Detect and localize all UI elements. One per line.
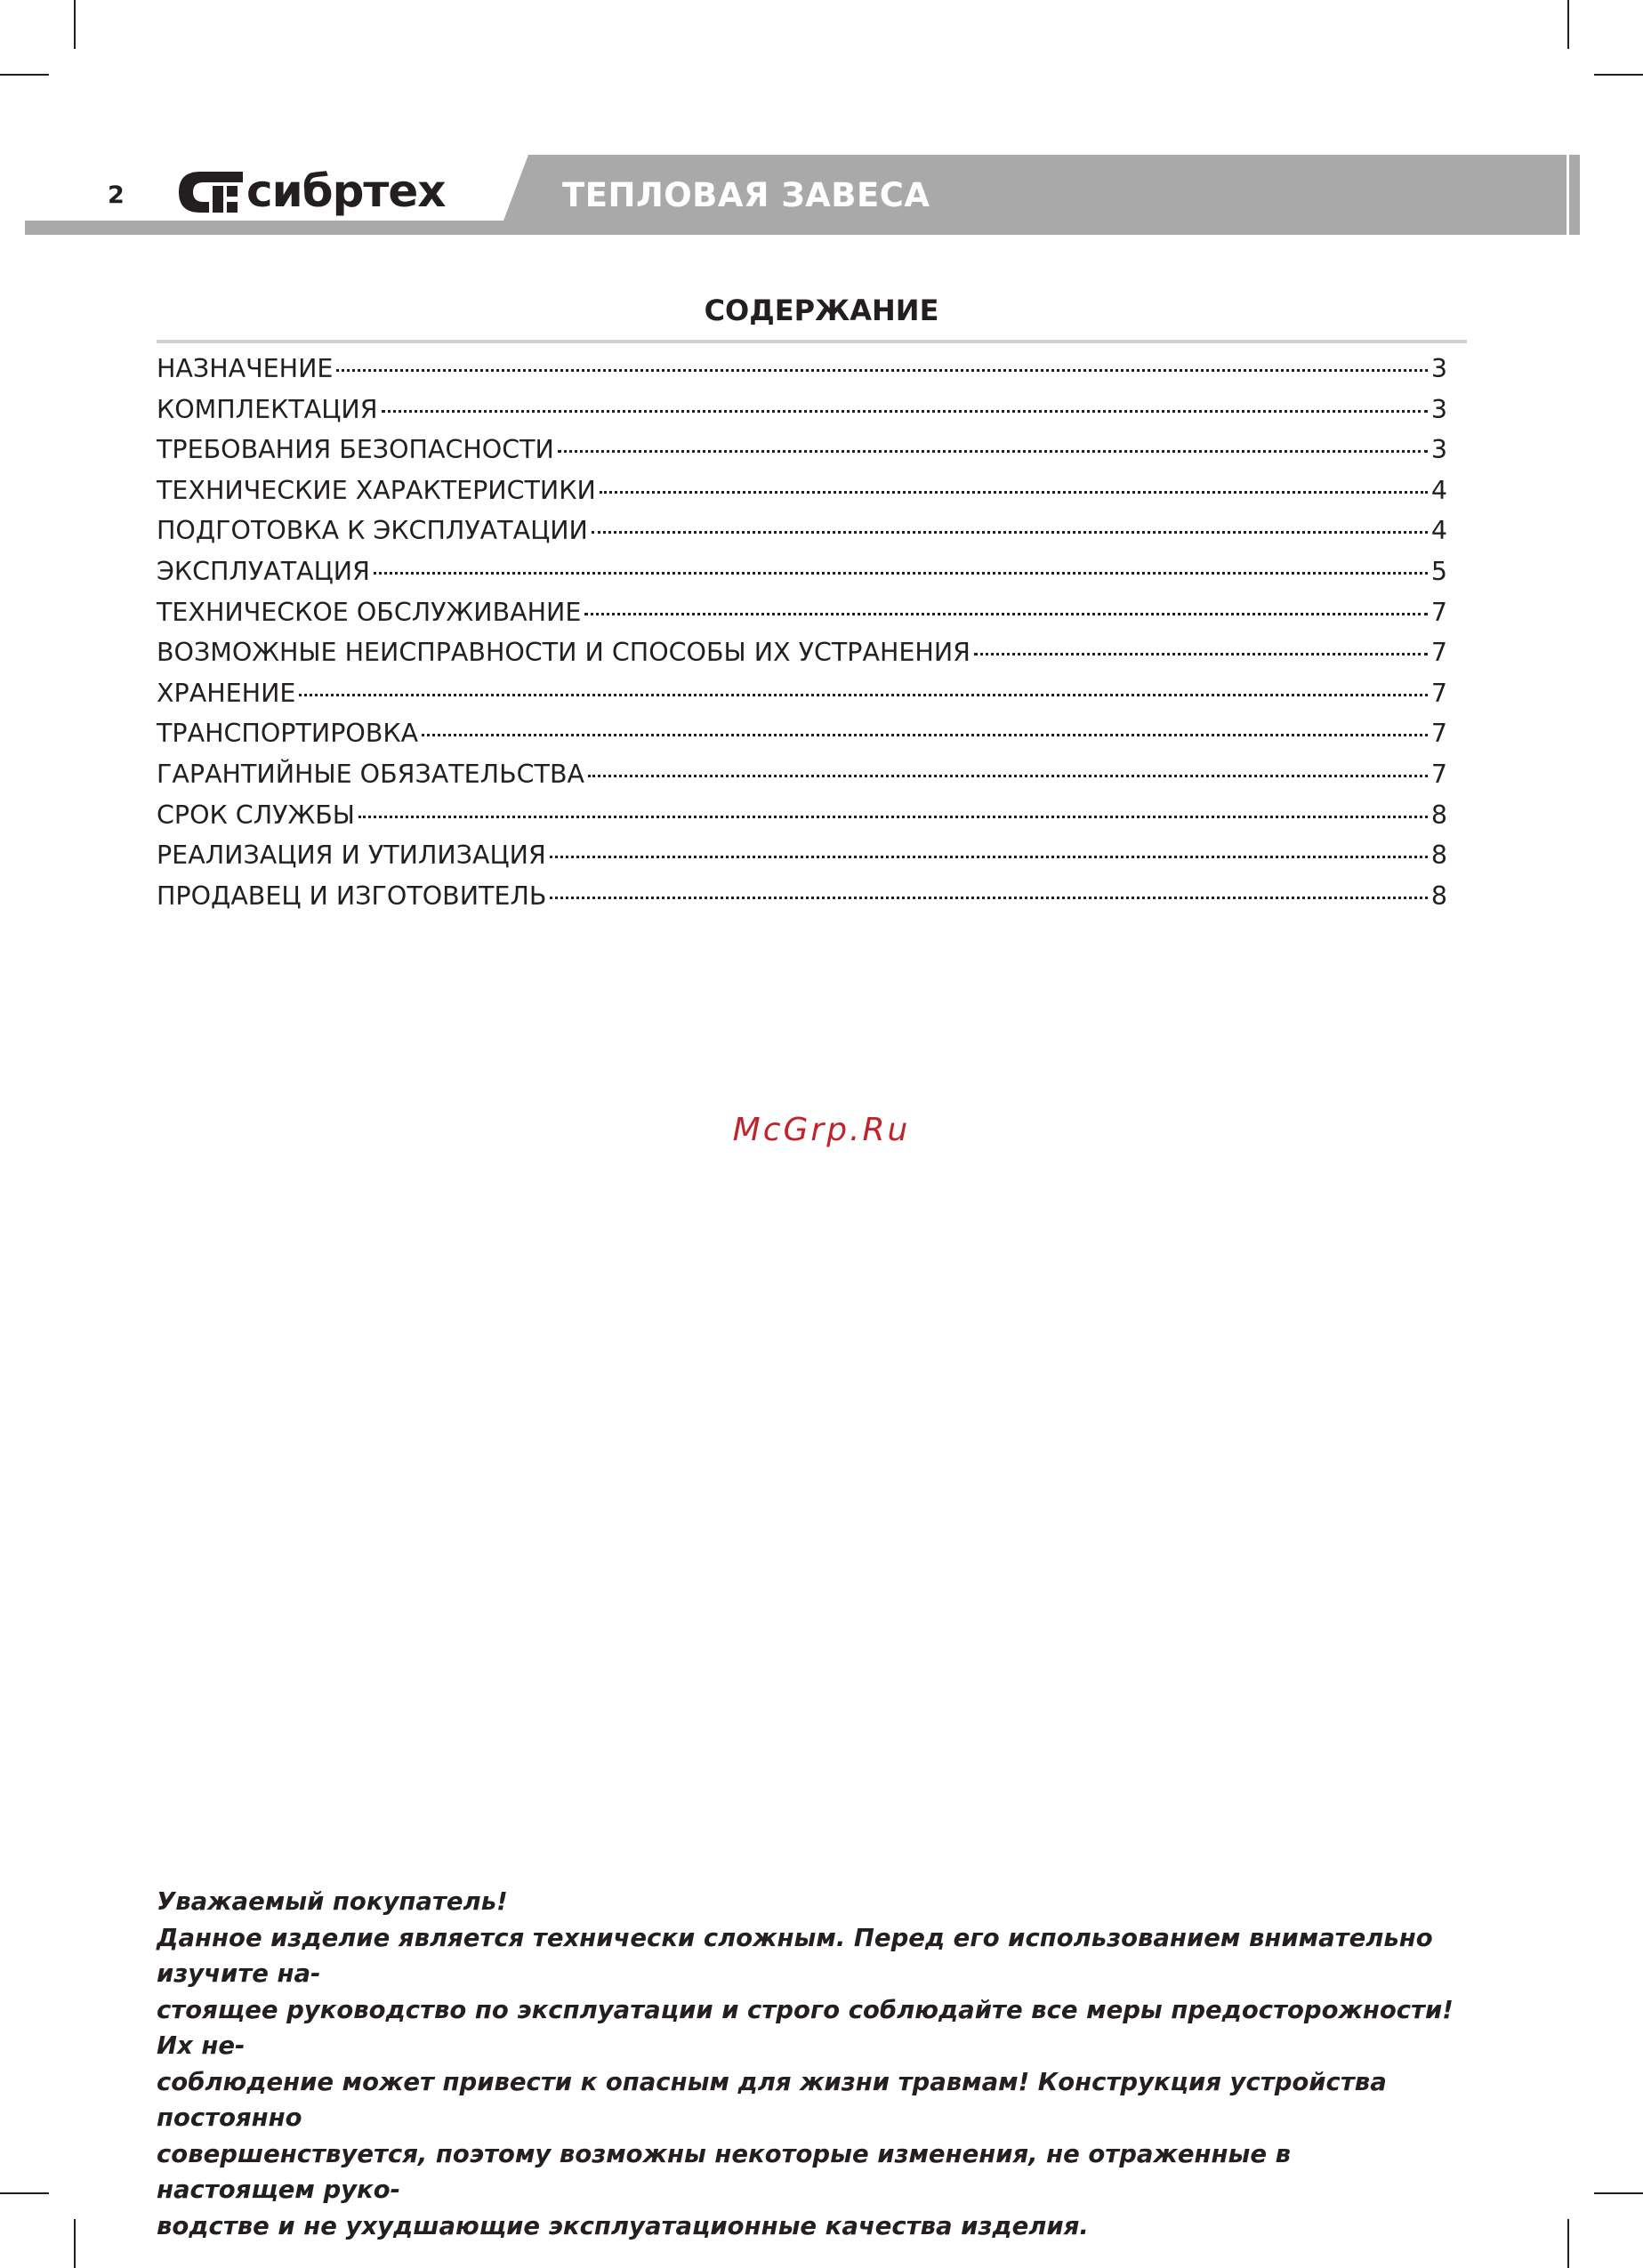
crop-mark [0,74,49,76]
toc-leader-dots [336,369,1427,372]
toc-entry-label: ХРАНЕНИЕ [157,678,296,708]
toc-entry-label: СРОК СЛУЖБЫ [157,800,355,830]
toc-leader-dots [592,531,1428,534]
header-tab-edge [1566,155,1580,235]
toc-entry[interactable] [157,719,1447,760]
toc-entry-label: ТЕХНИЧЕСКИЕ ХАРАКТЕРИСТИКИ [157,475,596,505]
toc-entry-label: ТРАНСПОРТИРОВКА [157,719,419,749]
toc-entry-page: 8 [1430,881,1447,911]
toc-entry-page: 4 [1430,475,1447,505]
toc-entry[interactable] [157,598,1447,639]
toc-leader-dots [558,450,1428,453]
toc-entry-page: 8 [1430,800,1447,830]
brand-logo [173,166,458,218]
toc-entry[interactable] [157,800,1447,841]
toc-leader-dots [299,694,1427,696]
toc-entry[interactable] [157,679,1447,720]
notice-greeting: Уважаемый покупатель! [157,1887,508,1916]
toc-leader-dots [550,856,1428,858]
crop-mark [1567,0,1569,49]
toc-entry[interactable] [157,638,1447,679]
toc-entry-label: ПОДГОТОВКА К ЭКСПЛУАТАЦИИ [157,516,588,546]
toc-entry-page: 4 [1430,516,1447,546]
crop-mark [0,2192,49,2194]
notice-line: совершенствуется, поэтому возможны некоторые изменения, не отраженные в настоящем руко- [157,2139,1291,2204]
toc-entry-label: ЭКСПЛУАТАЦИЯ [157,556,370,586]
brand-name: сибртех [246,165,446,217]
toc-entry[interactable] [157,435,1447,476]
notice-line: водстве и не ухудшающие эксплуатационные качества изделия. [157,2211,1089,2240]
toc-leader-dots [374,572,1428,575]
toc-entry-page: 3 [1430,435,1447,465]
toc-entry-page: 7 [1430,759,1447,789]
crop-mark [74,0,76,49]
toc-entry-label: ТЕХНИЧЕСКОЕ ОБСЛУЖИВАНИЕ [157,597,582,627]
page-number: 2 [108,181,125,209]
toc-entry-label: ПРОДАВЕЦ И ИЗГОТОВИТЕЛЬ [157,881,547,911]
toc-leader-dots [358,816,1428,818]
toc-entry-page: 7 [1430,719,1447,749]
toc-entry-page: 7 [1430,597,1447,627]
toc-entry-label: КОМПЛЕКТАЦИЯ [157,394,378,424]
toc-entry-page: 8 [1430,840,1447,871]
brand-logo-icon [173,166,246,218]
toc-leader-dots [422,734,1428,736]
toc-leader-dots [382,410,1428,413]
toc-leader-dots [550,897,1427,899]
watermark: McGrp.Ru [732,1112,911,1148]
notice-line: стоящее руководство по эксплуатации и строго соблюдайте все меры предосторожности! Их не- [157,1995,1454,2060]
toc-leader-dots [974,653,1428,655]
customer-notice [157,1884,1455,2244]
toc-divider [157,340,1467,343]
toc-entry-page: 7 [1430,678,1447,708]
toc-entry[interactable] [157,476,1447,517]
toc-entry-label: ГАРАНТИЙНЫЕ ОБЯЗАТЕЛЬСТВА [157,759,584,789]
crop-mark [74,2219,76,2268]
toc-entry-label: НАЗНАЧЕНИЕ [157,354,334,383]
toc-leader-dots [584,613,1427,615]
toc-entry-label: ТРЕБОВАНИЯ БЕЗОПАСНОСТИ [157,435,554,465]
notice-line: соблюдение может привести к опасным для жизни травмам! Конструкция устройства постоянно [157,2067,1387,2132]
toc-entry[interactable] [157,354,1447,395]
table-of-contents [157,354,1447,921]
toc-entry-page: 3 [1430,354,1447,383]
crop-mark [1567,2219,1569,2268]
notice-line: Данное изделие является технически сложным. Перед его использованием внимательно изучите на- [157,1923,1433,1988]
crop-mark [1594,74,1643,76]
toc-entry[interactable] [157,840,1447,881]
toc-entry-page: 7 [1430,638,1447,668]
toc-entry-page: 5 [1430,556,1447,586]
toc-entry-page: 3 [1430,394,1447,424]
toc-entry[interactable] [157,395,1447,436]
toc-entry[interactable] [157,881,1447,922]
toc-leader-dots [588,775,1428,777]
toc-entry[interactable] [157,760,1447,800]
toc-title: СОДЕРЖАНИЕ [704,294,939,327]
crop-mark [1594,2192,1643,2194]
toc-entry[interactable] [157,557,1447,598]
toc-entry-label: ВОЗМОЖНЫЕ НЕИСПРАВНОСТИ И СПОСОБЫ ИХ УСТРАНЕНИЯ [157,638,970,668]
toc-leader-dots [600,491,1428,494]
toc-entry[interactable] [157,516,1447,557]
document-title: ТЕПЛОВАЯ ЗАВЕСА [562,176,930,214]
toc-entry-label: РЕАЛИЗАЦИЯ И УТИЛИЗАЦИЯ [157,840,546,871]
